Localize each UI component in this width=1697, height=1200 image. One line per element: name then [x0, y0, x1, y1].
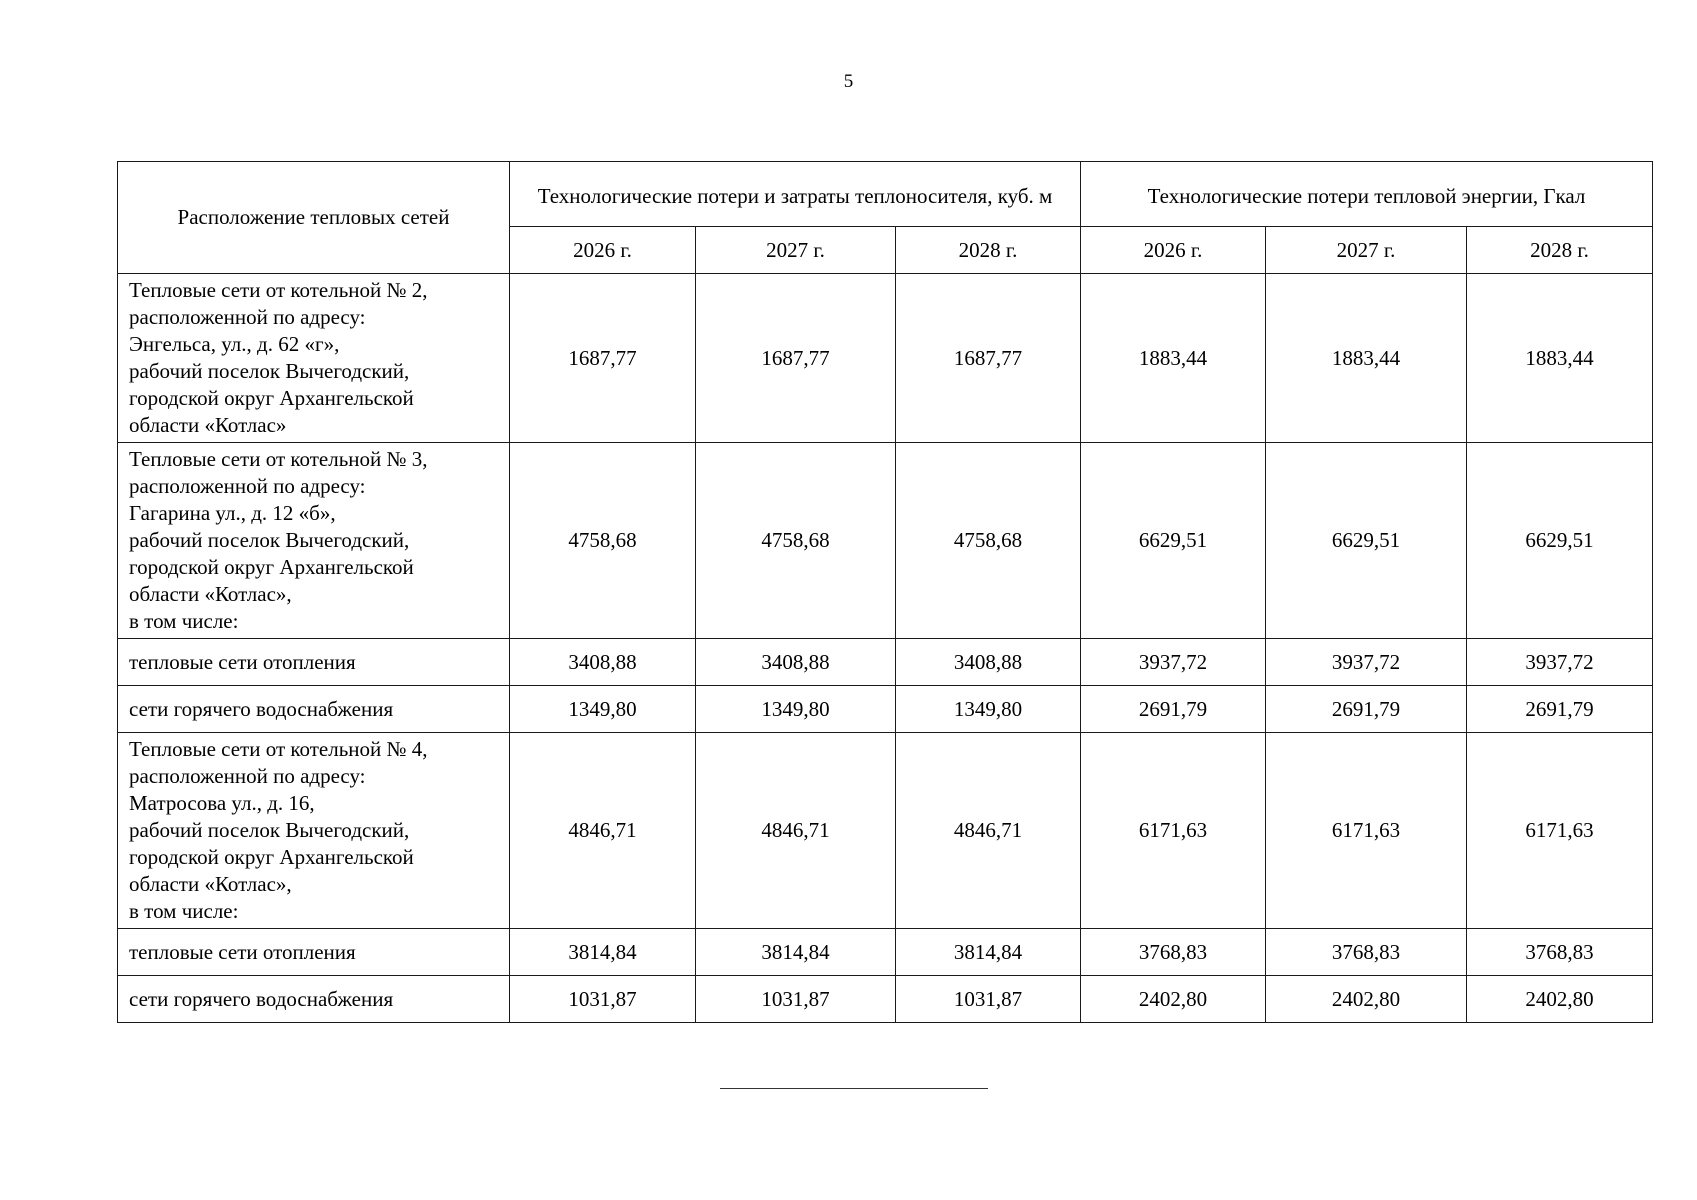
value-cell: 3408,88	[696, 639, 896, 686]
location-cell: Тепловые сети от котельной № 3, расположенной по адресу: Гагарина ул., д. 12 «б», рабочий поселок Вычегодский, городской округ Архангельской области «Котлас», в том числе:	[118, 443, 510, 639]
value-cell: 4758,68	[696, 443, 896, 639]
location-cell: тепловые сети отопления	[118, 929, 510, 976]
table-row	[118, 274, 1653, 443]
value-cell: 1687,77	[696, 274, 896, 443]
value-cell: 3768,83	[1266, 929, 1467, 976]
value-cell: 3814,84	[896, 929, 1081, 976]
value-cell: 1687,77	[896, 274, 1081, 443]
value-cell: 2402,80	[1467, 976, 1653, 1023]
table-row	[118, 639, 1653, 686]
value-cell: 4846,71	[696, 733, 896, 929]
heat-losses-table	[117, 161, 1653, 1023]
value-cell: 1031,87	[696, 976, 896, 1023]
header-heat-losses: Технологические потери тепловой энергии, Гкал	[1081, 162, 1653, 227]
value-cell: 4846,71	[510, 733, 696, 929]
value-cell: 2691,79	[1467, 686, 1653, 733]
value-cell: 6171,63	[1081, 733, 1266, 929]
header-location: Расположение тепловых сетей	[118, 162, 510, 274]
value-cell: 3408,88	[510, 639, 696, 686]
location-cell: тепловые сети отопления	[118, 639, 510, 686]
header-year-cell: 2027 г.	[1266, 227, 1467, 274]
table-row	[118, 733, 1653, 929]
value-cell: 4758,68	[896, 443, 1081, 639]
value-cell: 1031,87	[510, 976, 696, 1023]
location-cell: Тепловые сети от котельной № 4, расположенной по адресу: Матросова ул., д. 16, рабочий поселок Вычегодский, городской округ Архангельской области «Котлас», в том числе:	[118, 733, 510, 929]
table-row	[118, 929, 1653, 976]
value-cell: 1883,44	[1467, 274, 1653, 443]
value-cell: 3768,83	[1081, 929, 1266, 976]
value-cell: 2402,80	[1081, 976, 1266, 1023]
page-number: 5	[843, 71, 854, 92]
value-cell: 1031,87	[896, 976, 1081, 1023]
value-cell: 1349,80	[896, 686, 1081, 733]
header-year-cell: 2027 г.	[696, 227, 896, 274]
bottom-divider-line	[720, 1088, 988, 1089]
value-cell: 2691,79	[1266, 686, 1467, 733]
value-cell: 3814,84	[696, 929, 896, 976]
table-row	[118, 976, 1653, 1023]
header-row-groups	[118, 162, 1653, 227]
value-cell: 3937,72	[1467, 639, 1653, 686]
location-cell: сети горячего водоснабжения	[118, 976, 510, 1023]
header-coolant-losses: Технологические потери и затраты теплоносителя, куб. м	[510, 162, 1081, 227]
value-cell: 1883,44	[1081, 274, 1266, 443]
value-cell: 3937,72	[1266, 639, 1467, 686]
value-cell: 3814,84	[510, 929, 696, 976]
value-cell: 1349,80	[696, 686, 896, 733]
value-cell: 3768,83	[1467, 929, 1653, 976]
value-cell: 6171,63	[1467, 733, 1653, 929]
header-year-cell: 2028 г.	[1467, 227, 1653, 274]
value-cell: 3408,88	[896, 639, 1081, 686]
table-row	[118, 443, 1653, 639]
value-cell: 6629,51	[1081, 443, 1266, 639]
location-cell: Тепловые сети от котельной № 2, расположенной по адресу: Энгельса, ул., д. 62 «г», рабочий поселок Вычегодский, городской округ Архангельской области «Котлас»	[118, 274, 510, 443]
value-cell: 4758,68	[510, 443, 696, 639]
value-cell: 4846,71	[896, 733, 1081, 929]
table-row	[118, 686, 1653, 733]
value-cell: 1349,80	[510, 686, 696, 733]
value-cell: 6629,51	[1266, 443, 1467, 639]
value-cell: 6629,51	[1467, 443, 1653, 639]
value-cell: 2691,79	[1081, 686, 1266, 733]
header-year-cell: 2026 г.	[510, 227, 696, 274]
header-year-cell: 2028 г.	[896, 227, 1081, 274]
value-cell: 6171,63	[1266, 733, 1467, 929]
value-cell: 2402,80	[1266, 976, 1467, 1023]
value-cell: 1883,44	[1266, 274, 1467, 443]
value-cell: 1687,77	[510, 274, 696, 443]
header-year-cell: 2026 г.	[1081, 227, 1266, 274]
value-cell: 3937,72	[1081, 639, 1266, 686]
location-cell: сети горячего водоснабжения	[118, 686, 510, 733]
